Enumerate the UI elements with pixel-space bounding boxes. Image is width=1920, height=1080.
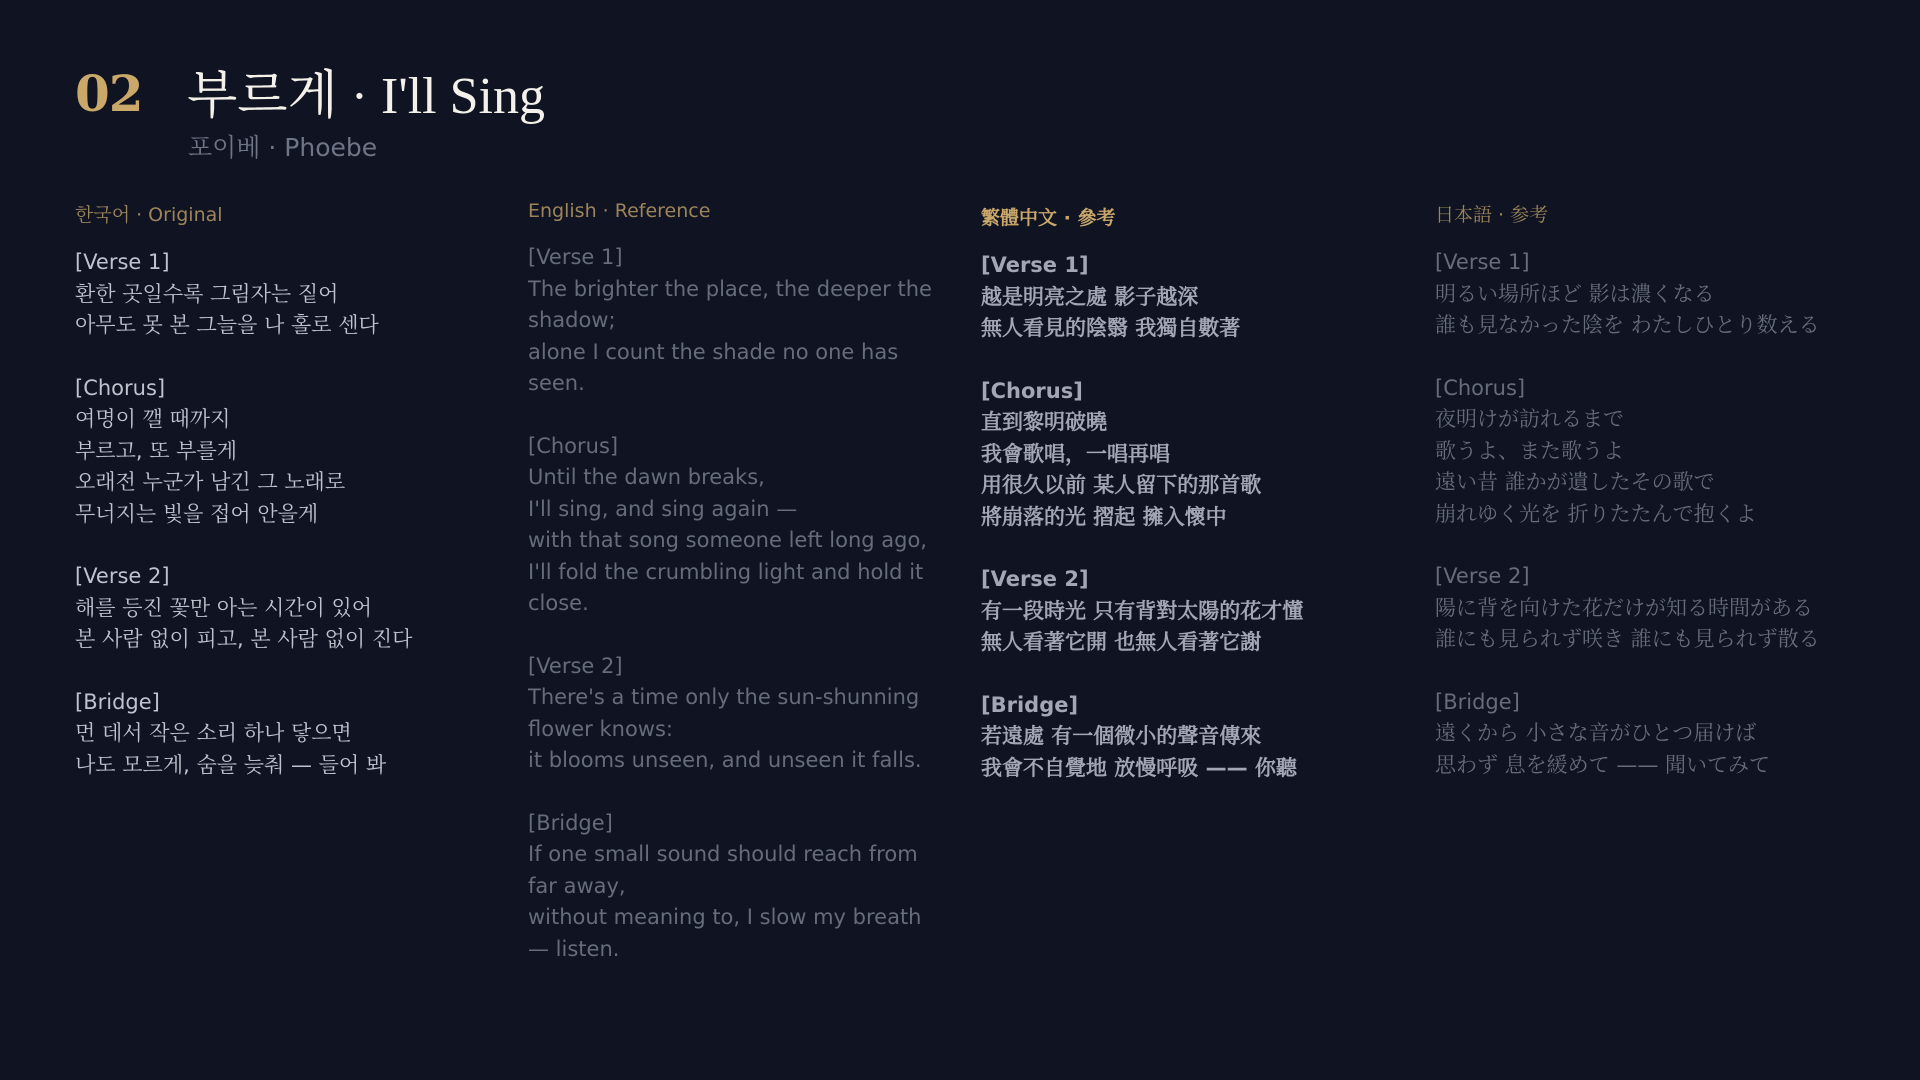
lyrics-column-korean [75, 200, 515, 812]
stanza-label: [Verse 2] [75, 564, 170, 588]
lyrics-stanza [528, 242, 948, 400]
lyric-line: 無人看見的陰翳 我獨自數著 [981, 316, 1241, 340]
song-artist: 포이베 · Phoebe [188, 133, 378, 162]
lyrics-stanza [1435, 561, 1905, 656]
stanza-label: [Bridge] [528, 810, 613, 835]
lyric-line: without meaning to, I slow my breath — listen. [528, 905, 929, 961]
lyrics-column-japanese [1435, 200, 1905, 812]
stanza-list [75, 247, 515, 781]
stanza-label: [Chorus] [981, 378, 1083, 403]
lyric-line: 我會歌唱，一唱再唱 [981, 441, 1170, 466]
lyric-line: I'll fold the crumbling light and hold it close. [528, 559, 930, 615]
lyrics-stanza [528, 431, 948, 620]
stanza-label: [Chorus] [75, 375, 166, 400]
lyric-line: 환한 곳일수록 그림자는 짙어 [75, 281, 339, 306]
stanza-label: [Verse 2] [981, 567, 1089, 591]
lyric-line: 我會不自覺地 放慢呼吸 —— 你聽 [981, 755, 1297, 780]
stanza-label: [Bridge] [981, 692, 1079, 717]
column-heading: English · Reference [528, 200, 711, 222]
column-heading: 한국어 · Original [75, 204, 223, 226]
track-number: 02 [75, 64, 143, 123]
lyric-line: with that song someone left long ago, [528, 528, 927, 552]
lyric-line: Until the dawn breaks, [528, 465, 765, 489]
lyric-line: 遠くから 小さな音がひとつ届けば [1435, 721, 1757, 745]
column-heading: 繁體中文 · 參考 [981, 207, 1116, 229]
lyric-line: 用很久以前 某人留下的那首歌 [981, 473, 1262, 497]
column-heading: 日本語 · 参考 [1435, 204, 1549, 226]
lyrics-stanza [1435, 687, 1905, 782]
lyric-line: 먼 데서 작은 소리 하나 닿으면 [75, 721, 352, 745]
stanza-label: [Verse 1] [75, 250, 170, 274]
stanza-label: [Verse 1] [981, 253, 1089, 277]
stanza-label: [Verse 1] [1435, 250, 1530, 274]
lyric-line: 遠い昔 誰かが遺したその歌で [1435, 470, 1715, 494]
lyric-line: it blooms unseen, and unseen it falls. [528, 748, 922, 772]
lyric-line: 若遠處 有一個微小的聲音傳來 [981, 724, 1262, 748]
lyric-line: 歌うよ、また歌うよ [1435, 438, 1624, 463]
lyric-line: 나도 모르게, 숨을 늦춰 — 들어 봐 [75, 752, 387, 777]
lyric-line: 본 사람 없이 피고, 본 사람 없이 진다 [75, 627, 413, 651]
lyrics-stanza [75, 373, 515, 531]
lyric-line: 將崩落的光 摺起 擁入懷中 [981, 504, 1227, 529]
lyric-line: 直到黎明破曉 [981, 410, 1107, 434]
lyric-line: If one small sound should reach from far away, [528, 842, 925, 898]
lyric-line: 오래전 누군가 남긴 그 노래로 [75, 470, 346, 494]
lyrics-stanza [75, 561, 515, 656]
lyric-line: 아무도 못 본 그늘을 나 홀로 센다 [75, 313, 379, 337]
lyric-line: 해를 등진 꽃만 아는 시간이 있어 [75, 595, 373, 620]
lyric-line: 夜明けが訪れるまで [1435, 407, 1624, 431]
song-title: 부르게 · I'll Sing [187, 68, 545, 125]
stanza-list [981, 250, 1421, 784]
lyric-line: There's a time only the sun-shunning flower knows: [528, 685, 926, 741]
lyrics-stanza [1435, 247, 1905, 342]
stanza-label: [Bridge] [75, 689, 160, 714]
lyrics-stanza [75, 687, 515, 782]
lyric-line: 越是明亮之處 影子越深 [981, 284, 1199, 309]
stanza-label: [Chorus] [1435, 375, 1526, 400]
lyric-line: alone I count the shade no one has seen. [528, 339, 905, 395]
lyric-line: 誰も見なかった陰を わたしひとり数える [1435, 313, 1820, 337]
lyric-line: 有一段時光 只有背對太陽的花才懂 [981, 598, 1304, 623]
lyric-line: 思わず 息を緩めて —— 聞いてみて [1435, 752, 1771, 777]
stanza-list [1435, 247, 1905, 781]
stanza-label: [Verse 1] [528, 245, 623, 269]
lyrics-stanza [981, 250, 1421, 345]
stanza-label: [Verse 2] [1435, 564, 1530, 588]
lyrics-stanza [528, 808, 948, 966]
lyrics-stanza [1435, 373, 1905, 531]
lyrics-stanza [981, 376, 1421, 534]
stanza-list [528, 242, 948, 965]
stanza-label: [Verse 2] [528, 653, 623, 678]
lyrics-stanza [981, 564, 1421, 659]
stanza-label: [Bridge] [1435, 689, 1520, 714]
lyric-line: 無人看著它開 也無人看著它謝 [981, 630, 1262, 654]
lyric-line: I'll sing, and sing again — [528, 496, 798, 521]
lyrics-stanza [528, 651, 948, 777]
song-header [75, 60, 1075, 170]
lyric-line: 誰にも見られず咲き 誰にも見られず散る [1435, 627, 1820, 651]
lyric-line: 부르고, 또 부를게 [75, 438, 238, 463]
lyrics-stanza [981, 690, 1421, 785]
lyrics-column-chinese [981, 200, 1421, 815]
lyric-line: 明るい場所ほど 影は濃くなる [1435, 281, 1715, 306]
lyric-line: 崩れゆく光を 折りたたんで抱くよ [1435, 501, 1757, 526]
lyric-line: The brighter the place, the deeper the shadow; [528, 276, 939, 332]
lyrics-stanza [75, 247, 515, 342]
stanza-label: [Chorus] [528, 433, 619, 458]
lyric-line: 무너지는 빛을 접어 안을게 [75, 501, 319, 526]
lyric-line: 陽に背を向けた花だけが知る時間がある [1435, 595, 1813, 620]
lyrics-column-english [528, 200, 948, 996]
lyric-line: 여명이 깰 때까지 [75, 407, 231, 431]
